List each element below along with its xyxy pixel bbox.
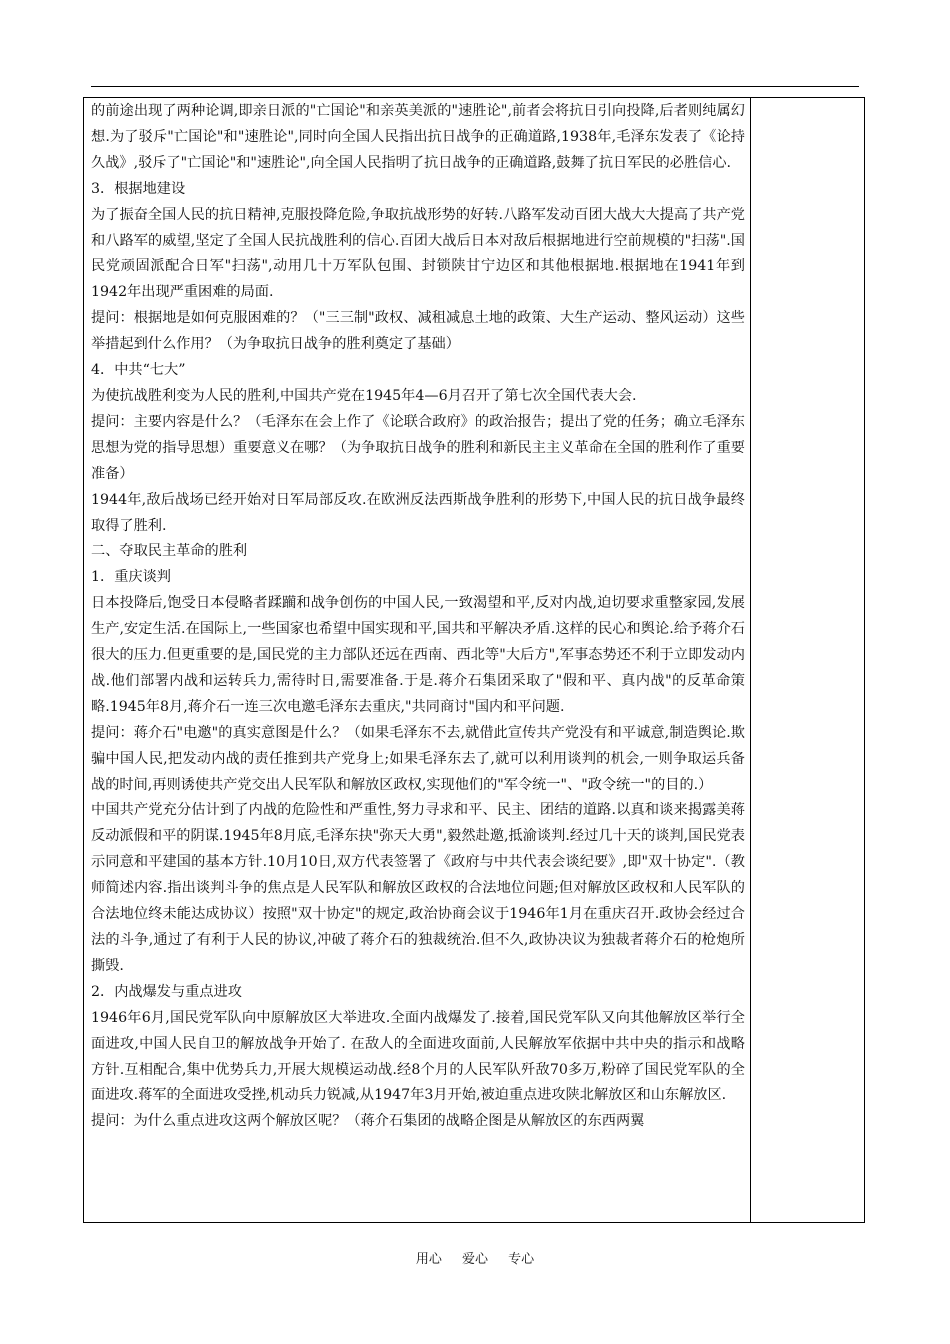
- section-heading: 1．重庆谈判: [91, 569, 171, 586]
- question-paragraph: 提问：主要内容是什么？（毛泽东在会上作了《论联合政府》的政治报告；提出了党的任务；确立毛泽东思想为党的指导思想）重要意义在哪？（为争取抗日战争的胜利和新民主主义革命在全国的胜利作了重要准备）: [91, 413, 745, 482]
- header-rule: [91, 86, 859, 87]
- footer-text: 用心: [415, 1252, 442, 1267]
- part-heading: 二、夺取民主革命的胜利: [91, 543, 248, 560]
- notes-cell: [752, 98, 864, 1222]
- main-text-cell: [91, 99, 745, 1135]
- column-divider: [750, 98, 751, 1222]
- footer-text: 爱心: [461, 1252, 488, 1267]
- paragraph: 日本投降后,饱受日本侵略者蹂躏和战争创伤的中国人民,一致渴望和平,反对内战,迫切要求重整家园,发展生产,安定生活.在国际上,一些国家也希望中国实现和平,国共和平解决矛盾.这样的民心和舆论.给予蒋介石很大的压力.但更重要的是,国民党的主力部队还远在西南、西北等"大后方",军事态势还不利于立即发动内战.他们部署内战和运转兵力,需待时日,需要准备.于是.蒋介石集团采取了"假和平、真内战"的反革命策略.1945年8月,蒋介石一连三次电邀毛泽东去重庆,"共同商讨"国内和平问题.: [91, 595, 745, 715]
- paragraph: 中国共产党充分估计到了内战的危险性和严重性,努力寻求和平、民主、团结的道路.以真和谈来揭露美蒋反动派假和平的阴谋.1945年8月底,毛泽东抉"弥天大勇",毅然赴邀,抵渝谈判.经过几十天的谈判,国民党表示同意和平建国的基本方针.10月10日,双方代表签署了《政府与中共代表会谈纪要》,即"双十协定".（教师简述内容.指出谈判斗争的焦点是人民军队和解放区政权的合法地位问题;但对解放区政权和人民军队的合法地位终未能达成协议）按照"双十协定"的规定,政治协商会议于1946年1月在重庆召开.政协会经过合法的斗争,通过了有利于人民的协议,冲破了蒋介石的独裁统治.但不久,政协决议为独裁者蒋介石的枪炮所撕毁.: [91, 802, 745, 974]
- paragraph: 为使抗战胜利变为人民的胜利,中国共产党在1945年4—6月召开了第七次全国代表大会.: [91, 387, 637, 404]
- section-heading: 3．根据地建设: [91, 180, 186, 197]
- section-heading: 4．中共“七大”: [91, 362, 186, 379]
- content-table: [83, 97, 865, 1223]
- paragraph: 1944年,敌后战场已经开始对日军局部反攻.在欧洲反法西斯战争胜利的形势下,中国人民的抗日战争最终取得了胜利.: [91, 491, 745, 534]
- question-paragraph: 提问：蒋介石"电邀"的真实意图是什么？（如果毛泽东不去,就借此宣传共产党没有和平诚意,制造舆论.欺骗中国人民,把发动内战的责任推到共产党身上;如果毛泽东去了,就可以利用谈判的机会,一则争取运兵备战的时间,再则诱使共产党交出人民军队和解放区政权,实现他们的"军令统一"、"政令统一"的目的.）: [91, 724, 745, 793]
- paragraph: 为了振奋全国人民的抗日精神,克服投降危险,争取抗战形势的好转.八路军发动百团大战大大提高了共产党和八路军的威望,坚定了全国人民抗战胜利的信心.百团大战后日本对敌后根据地进行空前规模的"扫荡".国民党顽固派配合日军"扫荡",动用几十万军队包围、封锁陕甘宁边区和其他根据地.根据地在1941年到1942年出现严重困难的局面.: [91, 206, 745, 301]
- page-footer: [0, 1248, 950, 1267]
- section-heading: 2．内战爆发与重点进攻: [91, 983, 242, 1000]
- footer-text: 专心: [508, 1252, 535, 1267]
- paragraph: 1946年6月,国民党军队向中原解放区大举进攻.全面内战爆发了.接着,国民党军队又向其他解放区举行全面进攻,中国人民自卫的解放战争开始了. 在敌人的全面进攻面前,人民解放军依据中共中央的指示和战略方针.互相配合,集中优势兵力,开展大规模运动战.经8个月的人民军队歼敌70多万,粉碎了国民党军队的全面进攻.蒋军的全面进攻受挫,机动兵力锐减,从1947年3月开始,被迫重点进攻陕北解放区和山东解放区.: [91, 1009, 745, 1104]
- question-paragraph: 提问：根据地是如何克服困难的？（"三三制"政权、减租减息土地的政策、大生产运动、整风运动）这些举措起到什么作用？（为争取抗日战争的胜利奠定了基础）: [91, 310, 745, 353]
- question-paragraph: 提问：为什么重点进攻这两个解放区呢？（蒋介石集团的战略企图是从解放区的东西两翼: [91, 1113, 645, 1130]
- paragraph: 的前途出现了两种论调,即亲日派的"亡国论"和亲英美派的"速胜论",前者会将抗日引向投降,后者则纯属幻想.为了驳斥"亡国论"和"速胜论",同时向全国人民指出抗日战争的正确道路,1938年,毛泽东发表了《论持久战》,驳斥了"亡国论"和"速胜论",向全国人民指明了抗日战争的正确道路,鼓舞了抗日军民的必胜信心.: [91, 103, 745, 171]
